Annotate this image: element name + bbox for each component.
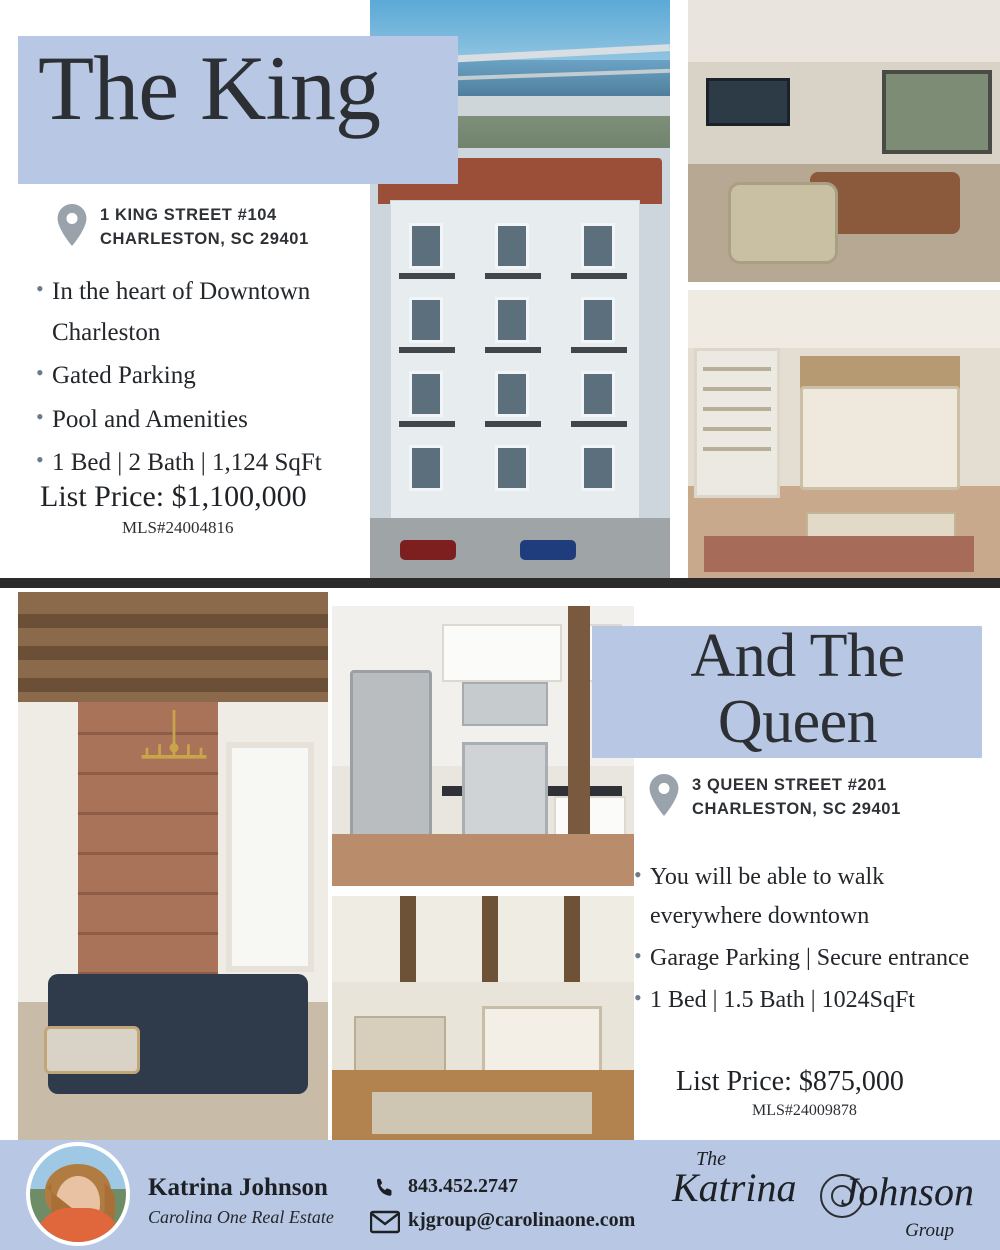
photo-queen-bedroom <box>332 896 634 1148</box>
logo-first-name: Katrina <box>672 1165 797 1210</box>
logo-group: Group <box>905 1220 954 1241</box>
feature-list-queen <box>634 858 984 1023</box>
feature-item: • 1 Bed | 1.5 Bath | 1024SqFt <box>634 981 984 1020</box>
photo-kitchen <box>332 606 634 886</box>
feature-item: • 1 Bed | 2 Bath | 1,124 SqFt <box>36 443 381 484</box>
address-line-2: CHARLESTON, SC 29401 <box>692 799 901 818</box>
feature-item: • Gated Parking <box>36 356 381 397</box>
title-line-2: Queen <box>717 687 878 756</box>
address-block-king <box>56 204 356 252</box>
photo-car <box>520 540 576 560</box>
listing-section-king <box>0 0 1000 578</box>
feature-item: • Garage Parking | Secure entrance <box>634 939 984 978</box>
list-price-queen: List Price: $875,000 <box>676 1066 904 1097</box>
page-title-king: The King <box>38 37 381 139</box>
envelope-icon <box>370 1210 400 1234</box>
logo-the: The <box>696 1148 726 1170</box>
photo-bedroom <box>688 290 1000 578</box>
photo-beam-ceiling <box>18 592 328 702</box>
mls-number-queen: MLS#24009878 <box>752 1102 857 1119</box>
feature-item: • In the heart of Downtown Charleston <box>36 272 381 353</box>
phone-icon <box>372 1176 398 1202</box>
photo-building-exterior <box>370 148 670 578</box>
address-block-queen <box>648 774 968 822</box>
avatar <box>26 1142 130 1246</box>
section-divider <box>0 578 1000 588</box>
footer-contact-bar <box>0 1140 1000 1250</box>
section-divider-gap <box>0 588 1000 591</box>
feature-list-king <box>36 272 381 487</box>
location-pin-icon <box>56 204 88 246</box>
address-line-2: CHARLESTON, SC 29401 <box>100 229 309 248</box>
feature-item: • Pool and Amenities <box>36 400 381 441</box>
photo-brick-living-room <box>18 592 328 1148</box>
brand-logo <box>652 1144 982 1244</box>
email-address[interactable]: kjgroup@carolinaone.com <box>408 1209 636 1231</box>
feature-item: • You will be able to walk everywhere downtown <box>634 858 984 936</box>
photo-car <box>400 540 456 560</box>
photo-living-room <box>688 0 1000 282</box>
chandelier-icon <box>128 710 220 800</box>
address-line-1: 3 QUEEN STREET #201 <box>692 776 887 794</box>
title-line-1: And The <box>690 622 905 690</box>
address-line-1: 1 KING STREET #104 <box>100 206 277 224</box>
logo-last-name: Johnson <box>840 1169 974 1214</box>
mls-number-king: MLS#24004816 <box>122 518 234 537</box>
list-price-king: List Price: $1,100,000 <box>40 480 307 513</box>
agent-name: Katrina Johnson <box>148 1174 328 1201</box>
location-pin-icon <box>648 774 680 816</box>
phone-number[interactable]: 843.452.2747 <box>408 1175 518 1197</box>
photo-facade <box>390 200 640 530</box>
brokerage-name: Carolina One Real Estate <box>148 1207 334 1227</box>
page-title-queen <box>600 624 995 755</box>
